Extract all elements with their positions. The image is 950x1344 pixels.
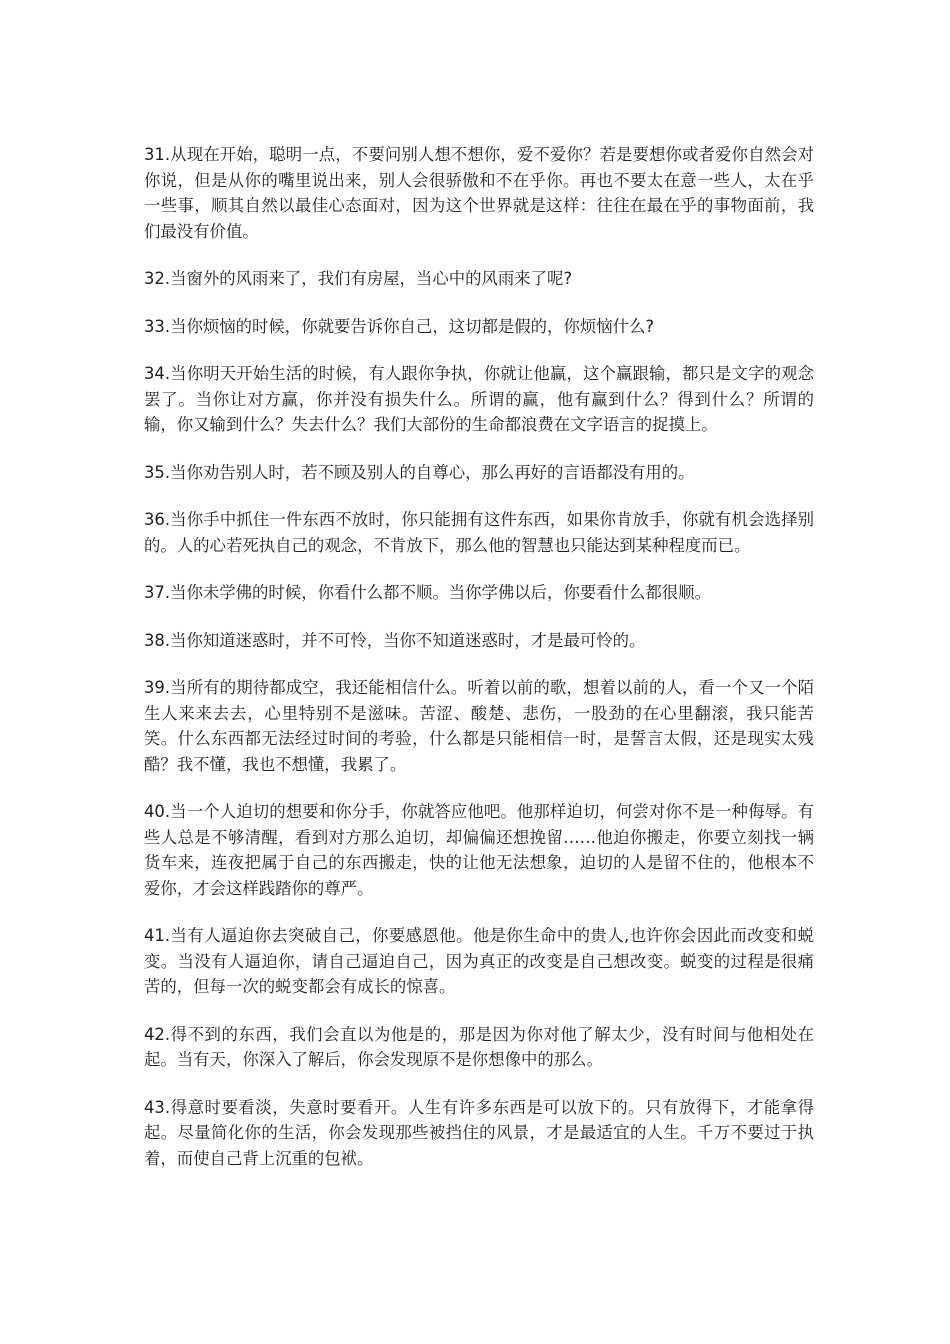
paragraph-35: 35.当你劝告别人时，若不顾及别人的自尊心，那么再好的言语都没有用的。 [144,462,695,482]
paragraph-34: 34.当你明天开始生活的时候，有人跟你争执，你就让他赢，这个赢跟输，都只是文字的观念罢了。当你让对方赢，你并没有损失什么。所谓的赢，他有赢到什么？得到什么？所谓的输，你又输到什么？失去什么？我们大部份的生命都浪费在文字语言的捉摸上。 [144,364,814,434]
paragraph-31: 31.从现在开始，聪明一点，不要问别人想不想你，爱不爱你？若是要想你或者爱你自然会对你说，但是从你的嘴里说出来，别人会很骄傲和不在乎你。再也不要太在意一些人，太在乎一些事，顺其自然以最佳心态面对，因为这个世界就是这样：往往在最在乎的事物面前，我们最没有价值。 [144,145,814,241]
paragraph-43: 43.得意时要看淡，失意时要看开。人生有许多东西是可以放下的。只有放得下，才能拿得起。尽量简化你的生活，你会发现那些被挡住的风景，才是最适宜的人生。千万不要过于执着，而使自己背上沉重的包袱。 [144,1097,814,1168]
paragraph-36: 36.当你手中抓住一件东西不放时，你只能拥有这件东西，如果你肯放手，你就有机会选择别的。人的心若死执自己的观念，不肯放下，那么他的智慧也只能达到某种程度而已。 [144,510,814,555]
paragraph-42: 42.得不到的东西，我们会直以为他是的，那是因为你对他了解太少，没有时间与他相处在起。当有天，你深入了解后，你会发现原不是你想像中的那么。 [144,1024,814,1069]
paragraph-38: 38.当你知道迷惑时，并不可怜，当你不知道迷惑时，才是最可怜的。 [144,630,646,650]
document-body [144,142,814,1193]
paragraph-37: 37.当你未学佛的时候，你看什么都不顺。当你学佛以后，你要看什么都很顺。 [144,583,711,602]
paragraph-40: 40.当一个人迫切的想要和你分手，你就答应他吧。他那样迫切，何尝对你不是一种侮辱。有些人总是不够清醒，看到对方那么迫切，却偏偏还想挽留……他迫你搬走，你要立刻找一辆货车来，连夜把属于自己的东西搬走，快的让他无法想象，迫切的人是留不住的，他根本不爱你，才会这样践踏你的尊严。 [144,802,814,898]
paragraph-39: 39.当所有的期待都成空，我还能相信什么。听着以前的歌，想着以前的人，看一个又一个陌生人来来去去，心里特别不是滋味。苦涩、酸楚、悲伤，一股劲的在心里翻滚，我只能苦笑。什么东西都无法经过时间的考验，什么都是只能相信一时，是誓言太假，还是现实太残酷？我不懂，我也不想懂，我累了。 [144,678,814,774]
paragraph-33: 33.当你烦恼的时候，你就要告诉你自己，这切都是假的，你烦恼什么? [144,316,655,336]
paragraph-41: 41.当有人逼迫你去突破自己，你要感恩他。他是你生命中的贵人,也许你会因此而改变和蜕变。当没有人逼迫你，请自己逼迫自己，因为真正的改变是自己想改变。蜕变的过程是很痛苦的，但每一次的蜕变都会有成长的惊喜。 [144,926,814,996]
paragraph-32: 32.当窗外的风雨来了，我们有房屋，当心中的风雨来了呢? [144,269,573,288]
